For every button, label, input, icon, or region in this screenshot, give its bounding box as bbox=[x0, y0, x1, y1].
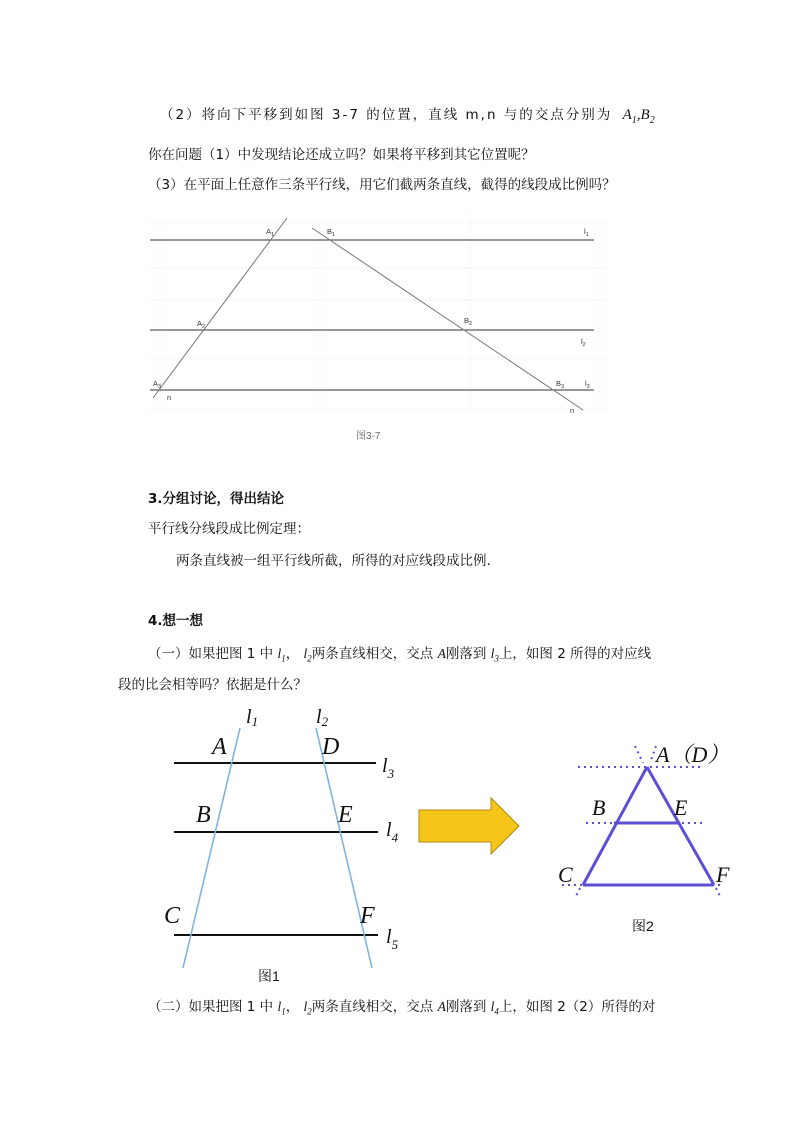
fig1-label-f: F bbox=[360, 903, 375, 929]
fig2-label-e: E bbox=[674, 795, 688, 820]
fig37-label-n-left: n bbox=[167, 393, 172, 402]
fig1-label-b: B bbox=[196, 802, 211, 828]
q2-symbol-a: $A_1,B_2$ bbox=[622, 107, 655, 126]
q3-line: （3）在平面上任意作三条平行线，用它们截两条直线，截得的线段成比例吗？ bbox=[148, 177, 616, 193]
section3-theorem: 两条直线被一组平行线所截，所得的对应线段成比例. bbox=[176, 553, 491, 569]
fig1-label-l4: $l_4$ bbox=[386, 819, 399, 845]
fig1-label-l5: $l_5$ bbox=[386, 926, 399, 952]
fig2-label-ad: A（D） bbox=[656, 742, 730, 767]
fig37-caption: 图3-7 bbox=[356, 431, 381, 442]
fig2-label-c: C bbox=[558, 862, 573, 887]
right-arrow-icon bbox=[419, 798, 519, 854]
section4-para1: （一）如果把图 1 中 $l_1$， $l_2$两条直线相交，交点 A刚落到 $l_3$上，如图 2 所得的对应线 bbox=[148, 646, 652, 664]
fig37-label-l3: $l_3$ bbox=[585, 379, 590, 390]
section4-para2: （二）如果把图 1 中 $l_1$， $l_2$两条直线相交，交点 A刚落到 $l_4$上，如图 2（2）所得的对 bbox=[148, 999, 656, 1017]
section4-para1-line2: 段的比会相等吗？依据是什么？ bbox=[118, 677, 307, 693]
fig2-label-f: F bbox=[716, 862, 730, 887]
fig37-label-l2: $l_2$ bbox=[581, 337, 586, 348]
fig2-label-b: B bbox=[592, 795, 606, 820]
section3-heading: 3.分组讨论，得出结论 bbox=[148, 491, 285, 507]
q2-text: （2）将向下平移到如图 3-7 的位置，直线 m,n 与的交点分别为 bbox=[160, 107, 613, 123]
fig2-caption: 图2 bbox=[632, 918, 654, 934]
fig1-label-a: A bbox=[212, 734, 227, 760]
fig1-label-c: C bbox=[164, 903, 181, 929]
fig2-triangle bbox=[583, 767, 714, 885]
fig37-label-n-right: n bbox=[570, 406, 575, 415]
section4-heading: 4.想一想 bbox=[148, 613, 204, 629]
fig37-label-b3: $B_3$ bbox=[556, 379, 565, 390]
fig37-label-a1: $A_1$ bbox=[266, 227, 275, 238]
q2-line2: 你在问题（1）中发现结论还成立吗？如果将平移到其它位置呢？ bbox=[148, 147, 535, 163]
fig1-label-e: E bbox=[338, 802, 353, 828]
fig1-label-l3: $l_3$ bbox=[382, 755, 395, 781]
fig37-label-b2: $B_2$ bbox=[464, 316, 473, 327]
fig1-caption: 图1 bbox=[258, 968, 280, 984]
fig37-label-b1: $B_1$ bbox=[327, 227, 336, 238]
fig1-label-l2: l2 bbox=[316, 706, 329, 729]
section3-theorem-name: 平行线分线段成比例定理： bbox=[148, 521, 310, 537]
fig37-label-a2: $A_2$ bbox=[197, 319, 206, 330]
fig37-label-l1: $l_1$ bbox=[584, 227, 589, 238]
fig1-label-d: D bbox=[322, 734, 340, 760]
fig37-label-a3: $A_3$ bbox=[153, 379, 162, 390]
fig1-label-l1: l1 bbox=[246, 706, 259, 729]
